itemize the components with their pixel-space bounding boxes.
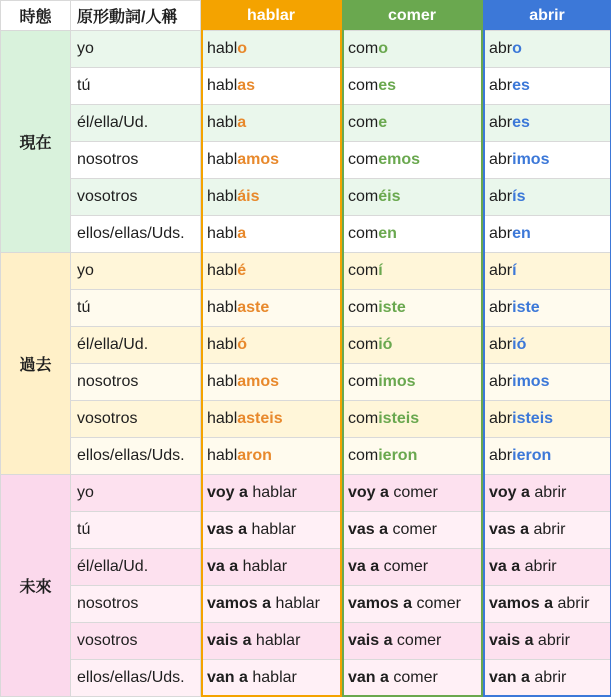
conjugation-cell-hablar[interactable] [201,549,342,586]
verb-ending: imos [512,151,550,168]
verb-stem: habl [207,262,238,279]
table-row [1,475,611,512]
conjugation-cell-abrir[interactable] [483,401,611,438]
conjugation-cell-hablar[interactable] [201,105,342,142]
verb-stem: abr [489,188,513,205]
conjugation-cell-hablar[interactable] [201,401,342,438]
verb-stem: com [348,262,379,279]
verb-ending: imos [378,373,416,390]
conjugation-cell-comer[interactable] [342,327,483,364]
conjugation-cell-hablar[interactable] [201,512,342,549]
pronoun-header[interactable]: 原形動詞/人稱 [71,1,201,31]
pronoun-cell[interactable]: yo [71,31,201,68]
conjugation-cell-comer[interactable] [342,179,483,216]
verb-ending: amos [237,373,280,390]
pronoun-cell[interactable]: ellos/ellas/Uds. [71,216,201,253]
verb-stem: com [348,336,379,353]
verb-ending: í [512,262,517,279]
conjugation-cell-hablar[interactable] [201,475,342,512]
verb-ending: ió [512,336,527,353]
conjugation-cell-comer[interactable] [342,549,483,586]
verb-infinitive: comer [412,595,461,612]
conjugation-cell-comer[interactable] [342,105,483,142]
verb-ending: es [512,114,530,131]
verb-infinitive: abrir [533,632,570,649]
ir-a-auxiliary: voy a [207,484,248,501]
table-row [1,31,611,68]
conjugation-cell-abrir[interactable] [483,438,611,475]
ir-a-auxiliary: va a [348,558,380,575]
verb-infinitive: hablar [247,484,297,501]
verb-stem: habl [207,151,238,168]
table-row [1,253,611,290]
verb-ending: aste [237,299,270,316]
pronoun-cell[interactable]: él/ella/Ud. [71,105,201,142]
table-row [1,68,611,105]
ir-a-auxiliary: vais a [489,632,534,649]
verb-ending: o [512,40,522,57]
pronoun-cell[interactable]: nosotros [71,142,201,179]
verb-ending: iste [512,299,540,316]
verb-infinitive: comer [379,558,429,575]
table-row [1,586,611,623]
verb-ending: aron [237,447,272,464]
conjugation-cell-abrir[interactable] [483,549,611,586]
pronoun-cell[interactable]: ellos/ellas/Uds. [71,660,201,697]
verb-stem: abr [489,114,513,131]
conjugation-cell-abrir[interactable] [483,179,611,216]
verb-ending: ieron [512,447,552,464]
verb-ending: as [237,77,256,94]
verb-ending: ó [237,336,248,353]
conjugation-cell-abrir[interactable] [483,512,611,549]
pronoun-cell[interactable]: ellos/ellas/Uds. [71,438,201,475]
pronoun-cell[interactable]: tú [71,290,201,327]
tense-header[interactable]: 時態 [1,1,71,31]
verb-stem: abr [489,336,513,353]
conjugation-cell-hablar[interactable] [201,623,342,660]
ir-a-auxiliary: vais a [207,632,252,649]
pronoun-cell[interactable]: nosotros [71,586,201,623]
ir-a-auxiliary: van a [207,669,248,686]
table-row [1,290,611,327]
ir-a-auxiliary: va a [489,558,521,575]
verb-infinitive: abrir [553,595,590,612]
pronoun-cell[interactable]: él/ella/Ud. [71,549,201,586]
conjugation-cell-comer[interactable] [342,660,483,697]
ir-a-auxiliary: vamos a [489,595,554,612]
verb-infinitive: abrir [520,558,557,575]
conjugation-cell-comer[interactable] [342,475,483,512]
conjugation-cell-hablar[interactable] [201,660,342,697]
conjugation-cell-hablar[interactable] [201,68,342,105]
verb-ending: en [378,225,397,242]
verb-stem: abr [489,447,513,464]
conjugation-cell-comer[interactable] [342,253,483,290]
verb-stem: habl [207,447,238,464]
ir-a-auxiliary: vamos a [348,595,413,612]
verb-ending: áis [237,188,260,205]
ir-a-auxiliary: voy a [348,484,389,501]
verb-stem: com [348,151,379,168]
verb-ending: emos [378,151,421,168]
conjugation-cell-abrir[interactable] [483,105,611,142]
ir-a-auxiliary: vais a [348,632,393,649]
conjugation-cell-comer[interactable] [342,438,483,475]
conjugation-cell-hablar[interactable] [201,142,342,179]
verb-stem: habl [207,336,238,353]
verb-ending: isteis [378,410,420,427]
conjugation-cell-comer[interactable] [342,290,483,327]
conjugation-cell-comer[interactable] [342,512,483,549]
verb-ending: o [237,40,248,57]
conjugation-cell-comer[interactable] [342,586,483,623]
verb-infinitive: hablar [247,669,297,686]
header-row [1,1,611,31]
tense-label[interactable]: 過去 [1,253,71,475]
ir-a-auxiliary: va a [207,558,239,575]
conjugation-cell-abrir[interactable] [483,31,611,68]
verb-ending: iste [378,299,406,316]
verb-stem: habl [207,410,238,427]
verb-stem: com [348,114,379,131]
verb-infinitive: abrir [529,484,567,501]
pronoun-cell[interactable]: tú [71,512,201,549]
verb-infinitive: hablar [238,558,288,575]
conjugation-cell-abrir[interactable] [483,364,611,401]
verb-ending: es [512,77,530,94]
verb-ending: isteis [512,410,554,427]
table-row [1,364,611,401]
verb-ending: ió [378,336,393,353]
verb-header-abrir[interactable]: abrir [483,1,611,31]
tense-label[interactable]: 現在 [1,31,71,253]
table-row [1,549,611,586]
verb-infinitive: comer [388,484,438,501]
verb-stem: abr [489,151,513,168]
verb-stem: abr [489,225,513,242]
verb-stem: com [348,188,379,205]
verb-ending: í [378,262,383,279]
tense-label[interactable]: 未來 [1,475,71,697]
table-row [1,623,611,660]
verb-infinitive: abrir [529,669,567,686]
verb-ending: imos [512,373,550,390]
pronoun-cell[interactable]: vosotros [71,623,201,660]
pronoun-cell[interactable]: vosotros [71,179,201,216]
verb-ending: éis [378,188,401,205]
verb-ending: o [378,40,389,57]
verb-stem: com [348,77,379,94]
conjugation-cell-hablar[interactable] [201,364,342,401]
ir-a-auxiliary: vas a [489,521,530,538]
conjugation-cell-hablar[interactable] [201,253,342,290]
verb-stem: com [348,447,379,464]
conjugation-cell-hablar[interactable] [201,438,342,475]
conjugation-cell-abrir[interactable] [483,586,611,623]
verb-stem: com [348,373,379,390]
verb-ending: en [512,225,531,242]
verb-ending: ís [512,188,526,205]
ir-a-auxiliary: vamos a [207,595,272,612]
conjugation-cell-hablar[interactable] [201,216,342,253]
conjugation-cell-abrir[interactable] [483,660,611,697]
verb-ending: a [237,114,247,131]
verb-infinitive: hablar [251,632,301,649]
verb-stem: abr [489,40,513,57]
conjugation-cell-comer[interactable] [342,68,483,105]
verb-ending: ieron [378,447,418,464]
pronoun-cell[interactable]: tú [71,68,201,105]
verb-stem: abr [489,77,513,94]
conjugation-cell-abrir[interactable] [483,68,611,105]
conjugation-cell-comer[interactable] [342,364,483,401]
conjugation-cell-comer[interactable] [342,216,483,253]
pronoun-cell[interactable]: vosotros [71,401,201,438]
verb-stem: abr [489,373,513,390]
conjugation-cell-comer[interactable] [342,623,483,660]
verb-stem: habl [207,188,238,205]
ir-a-auxiliary: vas a [348,521,389,538]
verb-stem: abr [489,299,513,316]
verb-infinitive: comer [388,669,438,686]
verb-ending: es [378,77,397,94]
verb-ending: a [237,225,247,242]
verb-stem: habl [207,114,238,131]
conjugation-cell-abrir[interactable] [483,475,611,512]
verb-stem: com [348,299,379,316]
conjugation-cell-hablar[interactable] [201,31,342,68]
verb-ending: asteis [237,410,283,427]
verb-stem: habl [207,40,238,57]
table-row [1,105,611,142]
conjugation-cell-abrir[interactable] [483,327,611,364]
table-row [1,179,611,216]
verb-stem: com [348,40,379,57]
conjugation-cell-abrir[interactable] [483,623,611,660]
verb-ending: amos [237,151,280,168]
verb-infinitive: hablar [271,595,320,612]
conjugation-cell-abrir[interactable] [483,216,611,253]
conjugation-cell-comer[interactable] [342,401,483,438]
verb-stem: com [348,410,379,427]
table-row [1,660,611,697]
verb-stem: habl [207,77,238,94]
conjugation-cell-abrir[interactable] [483,290,611,327]
verb-infinitive: comer [392,632,442,649]
ir-a-auxiliary: van a [489,669,530,686]
pronoun-cell[interactable]: yo [71,253,201,290]
verb-infinitive: comer [388,521,437,538]
table-row [1,401,611,438]
conjugation-cell-hablar[interactable] [201,586,342,623]
table-row [1,327,611,364]
conjugation-cell-comer[interactable] [342,31,483,68]
conjugation-cell-comer[interactable] [342,142,483,179]
conjugation-cell-hablar[interactable] [201,179,342,216]
verb-infinitive: abrir [529,521,566,538]
verb-stem: habl [207,299,238,316]
pronoun-cell[interactable]: él/ella/Ud. [71,327,201,364]
conjugation-cell-hablar[interactable] [201,327,342,364]
verb-stem: habl [207,225,238,242]
table-row [1,142,611,179]
conjugation-cell-abrir[interactable] [483,253,611,290]
conjugation-cell-abrir[interactable] [483,142,611,179]
verb-stem: abr [489,262,513,279]
verb-header-hablar[interactable]: hablar [201,1,342,31]
verb-header-comer[interactable]: comer [342,1,483,31]
ir-a-auxiliary: van a [348,669,389,686]
pronoun-cell[interactable]: nosotros [71,364,201,401]
table-row [1,512,611,549]
ir-a-auxiliary: vas a [207,521,248,538]
verb-infinitive: hablar [247,521,296,538]
ir-a-auxiliary: voy a [489,484,530,501]
verb-stem: abr [489,410,513,427]
pronoun-cell[interactable]: yo [71,475,201,512]
table-row [1,438,611,475]
verb-ending: é [237,262,247,279]
verb-stem: com [348,225,379,242]
verb-ending: e [378,114,388,131]
table-row [1,216,611,253]
verb-stem: habl [207,373,238,390]
conjugation-cell-hablar[interactable] [201,290,342,327]
